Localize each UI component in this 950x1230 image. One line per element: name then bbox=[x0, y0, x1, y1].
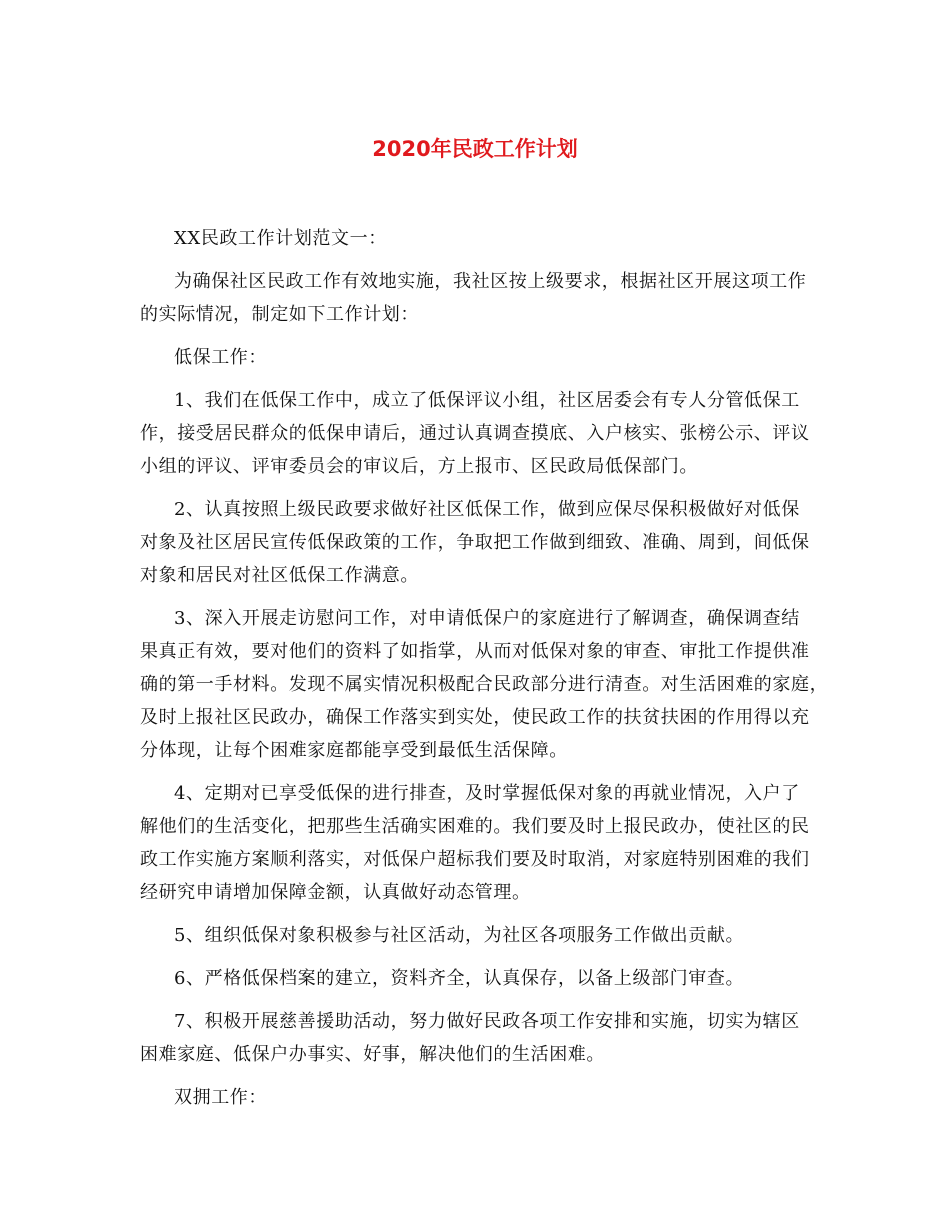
paragraph-line: 对象和居民对社区低保工作满意。 bbox=[140, 565, 419, 586]
paragraph bbox=[140, 919, 812, 952]
paragraph bbox=[140, 602, 829, 767]
paragraph bbox=[140, 1005, 812, 1071]
paragraph-line: 作，接受居民群众的低保申请后，通过认真调查摸底、入户核实、张榜公示、评议 bbox=[140, 423, 810, 444]
paragraph-line: 5、组织低保对象积极参与社区活动，为社区各项服务工作做出贡献。 bbox=[174, 925, 745, 946]
paragraph bbox=[140, 962, 812, 995]
paragraph bbox=[140, 222, 812, 255]
paragraph-line: 4、定期对已享受低保的进行排查，及时掌握低保对象的再就业情况，入户了 bbox=[174, 783, 800, 804]
paragraph bbox=[140, 1081, 812, 1114]
paragraph bbox=[140, 493, 812, 592]
paragraph-line: 3、深入开展走访慰问工作，对申请低保户的家庭进行了解调查，确保调查结 bbox=[174, 608, 800, 629]
paragraph-line: 6、严格低保档案的建立，资料齐全，认真保存，以备上级部门审查。 bbox=[174, 968, 745, 989]
paragraph-line: 1、我们在低保工作中，成立了低保评议小组，社区居委会有专人分管低保工 bbox=[174, 390, 800, 411]
document-title: 2020年民政工作计划 bbox=[372, 137, 578, 161]
paragraph-line: 7、积极开展慈善援助活动，努力做好民政各项工作安排和实施，切实为辖区 bbox=[174, 1011, 800, 1032]
paragraph-line: XX民政工作计划范文一： bbox=[174, 228, 387, 249]
paragraph-line: 低保工作： bbox=[174, 347, 267, 368]
paragraph-line: 解他们的生活变化，把那些生活确实困难的。我们要及时上报民政办，使社区的民 bbox=[140, 816, 810, 837]
paragraph-line: 对象及社区居民宣传低保政策的工作，争取把工作做到细致、准确、周到，间低保 bbox=[140, 532, 810, 553]
paragraph-line: 政工作实施方案顺利落实，对低保户超标我们要及时取消，对家庭特别困难的我们 bbox=[140, 849, 810, 870]
paragraph bbox=[140, 265, 812, 331]
document-body bbox=[140, 222, 829, 1124]
paragraph bbox=[140, 384, 812, 483]
paragraph-line: 经研究申请增加保障金额，认真做好动态管理。 bbox=[140, 882, 531, 903]
paragraph-line: 困难家庭、低保户办事实、好事，解决他们的生活困难。 bbox=[140, 1044, 605, 1065]
paragraph-line: 为确保社区民政工作有效地实施，我社区按上级要求，根据社区开展这项工作 bbox=[174, 271, 807, 292]
paragraph-line: 果真正有效，要对他们的资料了如指掌，从而对低保对象的审查、审批工作提供准 bbox=[140, 641, 810, 662]
paragraph-line: 小组的评议、评审委员会的审议后，方上报市、区民政局低保部门。 bbox=[140, 456, 698, 477]
paragraph-line: 2、认真按照上级民政要求做好社区低保工作，做到应保尽保积极做好对低保 bbox=[174, 499, 800, 520]
paragraph-line: 分体现，让每个困难家庭都能享受到最低生活保障。 bbox=[140, 740, 568, 761]
paragraph bbox=[140, 341, 812, 374]
paragraph-line: 双拥工作： bbox=[174, 1087, 267, 1108]
paragraph bbox=[140, 777, 812, 909]
paragraph-line: 确的第一手材料。发现不属实情况积极配合民政部分进行清查。对生活困难的家庭， bbox=[140, 674, 829, 695]
paragraph-line: 的实际情况，制定如下工作计划： bbox=[140, 304, 419, 325]
paragraph-line: 及时上报社区民政办，确保工作落实到实处，使民政工作的扶贫扶困的作用得以充 bbox=[140, 707, 810, 728]
